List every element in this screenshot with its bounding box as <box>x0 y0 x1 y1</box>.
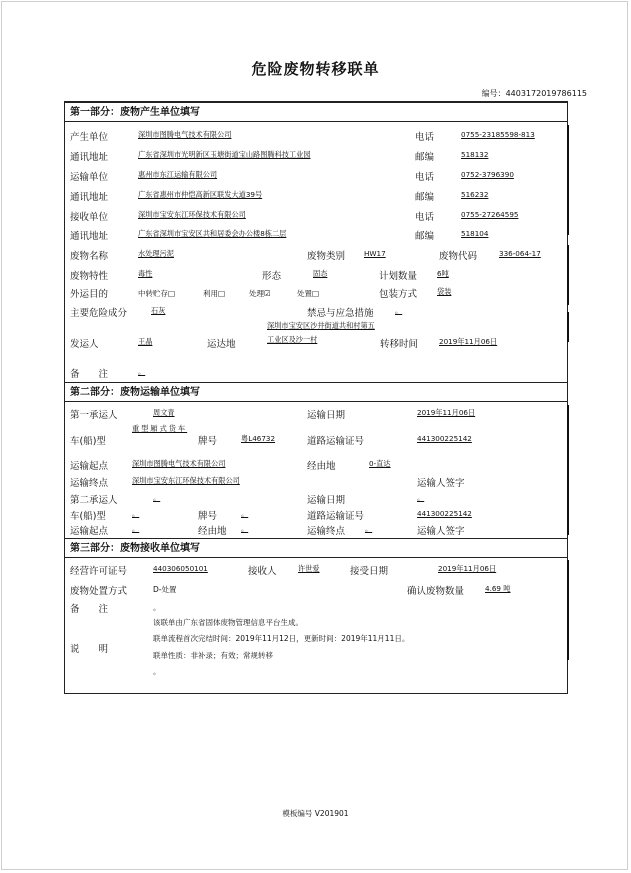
first-plate-label: 牌号 <box>198 436 218 447</box>
producer-value: 深圳市图腾电气技术有限公司 <box>138 130 232 139</box>
producer-label: 产生单位 <box>70 132 109 143</box>
form-value: 固态 <box>313 269 328 278</box>
producer-phone-label: 电话 <box>415 132 435 143</box>
accept-date-label: 接受日期 <box>350 566 389 577</box>
purpose-option-storage[interactable] <box>138 288 175 299</box>
planned-qty-value: 6吨 <box>437 269 449 278</box>
license-label: 经营许可证号 <box>70 566 128 577</box>
receiver-value: 深圳市宝安东江环保技术有限公司 <box>138 210 246 219</box>
carrier-addr-value: 广东省惠州市仲恺高新区联发大道39号 <box>138 190 263 199</box>
first-vehicle-label: 车(船)型 <box>70 436 106 447</box>
first-sign-label: 运输人签字 <box>417 478 465 489</box>
form-label: 形态 <box>262 271 282 282</box>
packaging-value: 袋装 <box>437 287 452 296</box>
second-carrier-label: 第二承运人 <box>70 495 118 506</box>
receiver-postcode-value: 518104 <box>461 229 489 238</box>
shipper-value: 王晶 <box>138 337 153 346</box>
waste-code-value: 336-064-17 <box>499 249 541 258</box>
serial-value: 4403172019786115 <box>505 89 587 98</box>
carrier-phone-label: 电话 <box>415 172 435 183</box>
note-line-3: 联单性质：非补录；有效；常规转移 <box>153 651 273 660</box>
checkbox-icon: □ <box>218 289 226 298</box>
carrier-postcode-label: 邮编 <box>415 192 435 203</box>
note-line-2: 联单流程首次完结时间：2019年11月12日，更新时间：2019年11月11日。 <box>153 634 410 643</box>
license-value: 440306050101 <box>153 564 208 573</box>
first-start-label: 运输起点 <box>70 461 109 472</box>
part2-heading: 第二部分：废物运输单位填写 <box>65 382 567 402</box>
main-hazard-label: 主要危险成分 <box>70 308 128 319</box>
transfer-time-value: 2019年11月06日 <box>439 337 498 346</box>
taboo-label: 禁忌与应急措施 <box>307 308 374 319</box>
accept-date-value: 2019年11月06日 <box>438 564 497 573</box>
carrier-label: 运输单位 <box>70 172 109 183</box>
second-permit-label: 道路运输证号 <box>307 511 365 522</box>
confirm-qty-value: 4.69 吨 <box>485 584 511 593</box>
producer-postcode-label: 邮编 <box>415 152 435 163</box>
producer-postcode-value: 518132 <box>461 150 489 159</box>
second-vehicle-label: 车(船)型 <box>70 511 106 522</box>
document-title: 危险废物转移联单 <box>251 60 380 78</box>
serial-label: 编号： <box>481 89 506 98</box>
purpose-option-label: 处理 <box>249 289 264 298</box>
acceptor-label: 接收人 <box>248 566 277 577</box>
main-hazard-value: 石灰 <box>151 306 166 315</box>
purpose-option-label: 中转贮存 <box>138 289 168 298</box>
part1-heading: 第一部分：废物产生单位填写 <box>65 102 567 122</box>
receiver-phone-value: 0755-27264595 <box>461 210 519 219</box>
disposal-value: D-处置 <box>153 585 177 594</box>
second-date-label: 运输日期 <box>307 495 346 506</box>
waste-name-value: 水处理污泥 <box>138 249 174 258</box>
purpose-option-label: 利用 <box>203 289 218 298</box>
purpose-option-utilize[interactable] <box>203 288 225 299</box>
remark1-label: 备 注 <box>70 369 109 380</box>
part3-heading: 第三部分：废物接收单位填写 <box>65 538 567 558</box>
purpose-option-dispose[interactable] <box>297 288 319 299</box>
waste-category-value: HW17 <box>364 249 386 258</box>
serial-number <box>482 88 587 99</box>
second-end-label: 运输终点 <box>307 526 346 537</box>
edge-mark <box>567 560 569 660</box>
first-via-value: 0-直达 <box>369 459 391 468</box>
carrier-phone-value: 0752-3796390 <box>461 170 514 179</box>
manifest-form <box>64 101 568 694</box>
waste-name-label: 废物名称 <box>70 251 109 262</box>
property-value: 毒性 <box>138 269 153 278</box>
shipper-label: 发运人 <box>70 339 99 350</box>
producer-addr-label: 通讯地址 <box>70 152 109 163</box>
edge-mark <box>567 405 569 535</box>
first-date-value: 2019年11月06日 <box>417 408 476 417</box>
second-permit-value: 441300225142 <box>417 509 472 518</box>
first-end-label: 运输终点 <box>70 478 109 489</box>
receiver-postcode-label: 邮编 <box>415 231 435 242</box>
first-plate-value: 粤L46732 <box>241 434 276 443</box>
destination-value: 深圳市宝安区沙井街道共和村第五工业区及沙一村 <box>267 321 375 344</box>
checked-checkbox-icon: ☑ <box>264 289 271 298</box>
property-label: 废物特性 <box>70 271 109 282</box>
second-plate-value: 。 <box>241 509 249 518</box>
edge-mark <box>567 312 569 342</box>
taboo-value: 。 <box>395 306 403 315</box>
checkbox-icon: □ <box>168 289 176 298</box>
first-vehicle-value: 重型厢式货车 <box>132 424 188 433</box>
acceptor-value: 许世爱 <box>298 564 320 573</box>
receiver-addr-value: 广东省深圳市宝安区共和居委会办公楼8栋二层 <box>138 229 287 238</box>
second-start-value: 。 <box>132 524 140 533</box>
packaging-label: 包装方式 <box>379 289 418 300</box>
second-sign-label: 运输人签字 <box>417 526 465 537</box>
purpose-option-treat[interactable] <box>249 288 271 299</box>
receiver-label: 接收单位 <box>70 212 109 223</box>
second-plate-label: 牌号 <box>198 511 218 522</box>
disposal-label: 废物处置方式 <box>70 586 128 597</box>
transfer-time-label: 转移时间 <box>380 339 419 350</box>
first-carrier-value: 周文青 <box>153 408 175 417</box>
producer-phone-value: 0755-23185598-813 <box>461 130 535 139</box>
waste-category-label: 废物类别 <box>307 251 346 262</box>
planned-qty-label: 计划数量 <box>379 271 418 282</box>
receiver-phone-label: 电话 <box>415 212 435 223</box>
second-vehicle-value: 。 <box>132 509 140 518</box>
second-via-value: 。 <box>241 524 249 533</box>
carrier-postcode-value: 516232 <box>461 190 489 199</box>
first-permit-label: 道路运输证号 <box>307 436 365 447</box>
carrier-addr-label: 通讯地址 <box>70 192 109 203</box>
carrier-value: 惠州市东江运输有限公司 <box>138 170 218 179</box>
second-date-value: 。 <box>417 493 425 502</box>
first-end-value: 深圳市宝安东江环保技术有限公司 <box>132 476 240 485</box>
first-carrier-label: 第一承运人 <box>70 410 118 421</box>
template-code: 模板编号 V201901 <box>282 809 349 818</box>
note-line-1: 该联单由广东省固体废物管理信息平台生成。 <box>153 618 303 627</box>
second-end-value: 。 <box>365 524 373 533</box>
confirm-qty-label: 确认废物数量 <box>407 586 465 597</box>
first-permit-value: 441300225142 <box>417 434 472 443</box>
second-carrier-value: 。 <box>153 493 161 502</box>
first-via-label: 经由地 <box>307 461 336 472</box>
first-date-label: 运输日期 <box>307 410 346 421</box>
description-label: 说 明 <box>70 644 109 655</box>
first-start-value: 深圳市图腾电气技术有限公司 <box>132 459 226 468</box>
checkbox-icon: □ <box>312 289 320 298</box>
purpose-option-label: 处置 <box>297 289 312 298</box>
remark1-value: 。 <box>138 367 146 376</box>
producer-addr-value: 广东省深圳市光明新区玉塘街道宝山路图腾科技工业园 <box>138 150 311 159</box>
purpose-label: 外运目的 <box>70 289 109 300</box>
note-line-4: 。 <box>153 667 161 676</box>
second-start-label: 运输起点 <box>70 526 109 537</box>
remark3-label: 备 注 <box>70 604 109 615</box>
destination-label: 运达地 <box>207 339 236 350</box>
edge-mark <box>567 125 569 235</box>
edge-mark <box>567 245 569 305</box>
remark3-value: 。 <box>153 603 161 612</box>
receiver-addr-label: 通讯地址 <box>70 231 109 242</box>
waste-code-label: 废物代码 <box>439 251 478 262</box>
second-via-label: 经由地 <box>198 526 227 537</box>
